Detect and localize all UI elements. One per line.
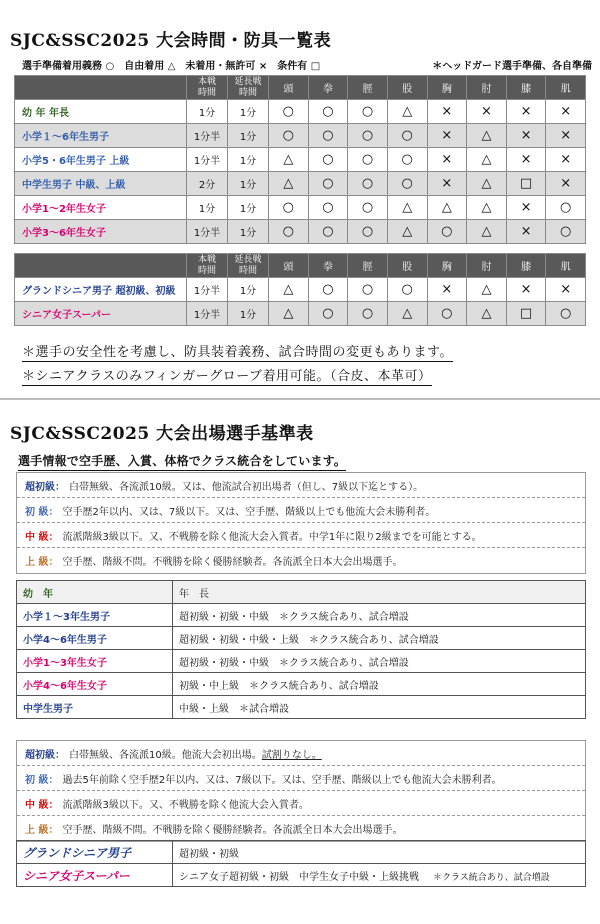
section-divider — [0, 398, 600, 400]
main-match-time: 1分半 — [187, 278, 228, 302]
gear-requirement: × — [546, 124, 586, 148]
extension-time: 1分 — [228, 220, 269, 244]
class-name: 小学4～6年生男子 — [17, 627, 173, 650]
column-header: 肌 — [546, 254, 586, 278]
level-definition — [17, 473, 585, 498]
main-match-time: 2分 — [187, 172, 228, 196]
division-row — [15, 148, 586, 172]
armor-table-main — [14, 75, 586, 244]
division-name: 小学5・6年生男子 上級 — [15, 148, 187, 172]
gear-requirement: × — [506, 220, 546, 244]
class-name: 小学1～3年生女子 — [17, 650, 173, 673]
gear-requirement: × — [546, 100, 586, 124]
division-row — [15, 220, 586, 244]
gear-requirement: × — [546, 148, 586, 172]
class-levels: 初級・中上級 ＊クラス統合あり、試合増設 — [173, 673, 586, 696]
column-header: 延長戦 時間 — [228, 76, 269, 100]
gear-requirement: × — [427, 100, 467, 124]
extension-time: 1分 — [228, 148, 269, 172]
main-match-time: 1分半 — [187, 148, 228, 172]
gear-requirement: ○ — [387, 278, 427, 302]
class-name: 中学生男子 — [17, 696, 173, 719]
gear-requirement: ○ — [348, 172, 388, 196]
criteria-table-title: SJC&SSC2025 大会出場選手基準表 — [10, 424, 314, 444]
gear-requirement: □ — [506, 302, 546, 326]
division-row — [15, 172, 586, 196]
gear-requirement: ○ — [308, 196, 348, 220]
armor-table-senior — [14, 253, 586, 326]
level-definition — [17, 523, 585, 548]
gear-requirement: ○ — [387, 148, 427, 172]
column-header: 脛 — [348, 76, 388, 100]
gear-requirement: ○ — [269, 220, 309, 244]
main-match-time: 1分 — [187, 196, 228, 220]
senior-class-name: シニア女子スーパー — [17, 864, 173, 887]
gear-requirement: ○ — [269, 124, 309, 148]
class-levels: 超初級・初級・中級・上級 ＊クラス統合あり、試合増設 — [173, 627, 586, 650]
class-name: 小学4～6年生女子 — [17, 673, 173, 696]
gear-requirement: ○ — [348, 278, 388, 302]
class-row — [17, 673, 586, 696]
column-header: 延長戦 時間 — [228, 254, 269, 278]
gear-requirement: △ — [467, 124, 507, 148]
gear-requirement: △ — [269, 278, 309, 302]
senior-class-row — [17, 864, 586, 887]
legend-symbols: 選手準備着用義務 ○ 自由着用 △ 未着用・無許可 × 条件有 □ — [22, 61, 321, 72]
gear-requirement: △ — [269, 148, 309, 172]
gear-requirement: ○ — [308, 124, 348, 148]
gear-requirement: △ — [467, 220, 507, 244]
column-header: 頭 — [269, 76, 309, 100]
division-name: 中学生男子 中級、上級 — [15, 172, 187, 196]
division-name: 小学１～6年生男子 — [15, 124, 187, 148]
level-description: 白帯無級、各流派10級。又は、他流試合初出場者（但し、7級以下迄とする）。 — [69, 481, 424, 493]
armor-table-header — [15, 76, 586, 100]
division-name: 小学1～2年生女子 — [15, 196, 187, 220]
class-name: 幼 年 — [17, 581, 173, 604]
class-row — [17, 604, 586, 627]
gear-requirement: △ — [387, 196, 427, 220]
level-description: 空手歴、階級不問。不戦勝を除く優勝経験者。各流派全日本大会出場選手。 — [62, 825, 403, 836]
senior-class-note: ＊クラス統合あり、試合増設 — [433, 872, 550, 883]
gear-requirement: × — [427, 172, 467, 196]
level-definition — [17, 766, 585, 791]
column-header: 拳 — [308, 76, 348, 100]
division-row — [15, 278, 586, 302]
level-definition — [17, 816, 585, 841]
gear-requirement: ○ — [546, 196, 586, 220]
gear-requirement: × — [506, 196, 546, 220]
gear-requirement: △ — [467, 148, 507, 172]
gear-requirement: ○ — [308, 148, 348, 172]
senior-class-desc: 超初級・初級 — [179, 848, 239, 860]
gear-requirement: × — [467, 100, 507, 124]
gear-requirement: ○ — [546, 302, 586, 326]
gear-requirement: × — [506, 124, 546, 148]
column-header: 肌 — [546, 76, 586, 100]
main-match-time: 1分半 — [187, 302, 228, 326]
division-row — [15, 100, 586, 124]
gear-requirement: × — [546, 278, 586, 302]
gear-requirement: × — [427, 148, 467, 172]
level-label: 超初級： — [25, 749, 65, 761]
gear-requirement: □ — [506, 172, 546, 196]
extension-time: 1分 — [228, 172, 269, 196]
gear-requirement: ○ — [348, 196, 388, 220]
level-label: 上 級： — [25, 825, 59, 836]
column-header: 肘 — [467, 76, 507, 100]
gear-requirement: ○ — [546, 220, 586, 244]
gear-requirement: ○ — [427, 220, 467, 244]
criteria-intro: 選手情報で空手歴、入賞、体格でクラス統合をしています。 — [18, 452, 346, 471]
gear-requirement: × — [506, 278, 546, 302]
division-name: 小学3～6年生女子 — [15, 220, 187, 244]
gear-requirement: ○ — [308, 302, 348, 326]
extension-time: 1分 — [228, 196, 269, 220]
level-label: 上 級： — [25, 557, 59, 568]
class-table-junior — [16, 580, 586, 719]
column-header: 膝 — [506, 76, 546, 100]
level-label: 中 級： — [25, 799, 59, 811]
main-match-time: 1分半 — [187, 220, 228, 244]
column-header: 股 — [387, 254, 427, 278]
gear-requirement: △ — [387, 100, 427, 124]
division-name: グランドシニア男子 超初級、初級 — [15, 278, 187, 302]
header-blank — [15, 76, 187, 100]
class-levels: 超初級・初級・中級 ＊クラス統合あり、試合増設 — [173, 650, 586, 673]
gear-requirement: ○ — [269, 196, 309, 220]
class-name: 小学１～3年生男子 — [17, 604, 173, 627]
division-row — [15, 196, 586, 220]
level-definition — [17, 548, 585, 573]
gear-requirement: ○ — [308, 172, 348, 196]
column-header: 本戦 時間 — [187, 254, 228, 278]
gear-requirement: ○ — [308, 278, 348, 302]
gear-requirement: ○ — [387, 172, 427, 196]
main-match-time: 1分半 — [187, 124, 228, 148]
level-definition — [17, 791, 585, 816]
extension-time: 1分 — [228, 302, 269, 326]
column-header: 胸 — [427, 76, 467, 100]
legend-headgear-note: ＊ヘッドガード選手準備、各自準備 — [432, 61, 592, 72]
column-header: 肘 — [467, 254, 507, 278]
extension-time: 1分 — [228, 100, 269, 124]
column-header: 拳 — [308, 254, 348, 278]
gear-requirement: △ — [467, 278, 507, 302]
level-label: 中 級： — [25, 531, 59, 543]
gear-requirement: ○ — [269, 100, 309, 124]
armor-table-title: SJC&SSC2025 大会時間・防具一覧表 — [10, 31, 332, 51]
class-levels: 超初級・初級・中級 ＊クラス統合あり、試合増設 — [173, 604, 586, 627]
senior-class-name: グランドシニア男子 — [17, 841, 173, 864]
level-description: 空手歴2年以内、又は、7級以下。又は、空手歴、階級以上でも他流大会未勝利者。 — [62, 506, 436, 518]
column-header: 脛 — [348, 254, 388, 278]
main-match-time: 1分 — [187, 100, 228, 124]
gear-requirement: △ — [387, 220, 427, 244]
gear-requirement: ○ — [348, 100, 388, 124]
level-label: 初 級： — [25, 506, 59, 518]
class-row — [17, 581, 586, 604]
gear-requirement: × — [506, 148, 546, 172]
legend — [22, 57, 592, 72]
class-row — [17, 627, 586, 650]
gear-requirement: ○ — [308, 220, 348, 244]
senior-class-levels — [173, 841, 586, 864]
level-description: 白帯無級、各流派10級。他流大会初出場。 — [69, 749, 262, 761]
senior-class-levels — [173, 864, 586, 887]
division-name: 幼 年 年長 — [15, 100, 187, 124]
gear-requirement: ○ — [387, 124, 427, 148]
level-label: 超初級： — [25, 481, 65, 493]
gear-requirement: ○ — [348, 148, 388, 172]
senior-class-desc: シニア女子超初級・初級 中学生女子中級・上級挑戦 — [179, 871, 419, 883]
column-header: 本戦 時間 — [187, 76, 228, 100]
gear-requirement: △ — [427, 196, 467, 220]
extension-time: 1分 — [228, 278, 269, 302]
senior-class-row — [17, 841, 586, 864]
gear-requirement: ○ — [348, 220, 388, 244]
gear-requirement: ○ — [427, 302, 467, 326]
class-row — [17, 650, 586, 673]
division-row — [15, 302, 586, 326]
level-label: 初 級： — [25, 774, 59, 786]
class-levels: 年 長 — [173, 581, 586, 604]
gear-requirement: △ — [269, 302, 309, 326]
class-levels: 中級・上級 ＊試合増設 — [173, 696, 586, 719]
column-header: 頭 — [269, 254, 309, 278]
level-description: 空手歴、階級不問。不戦勝を除く優勝経験者。各流派全日本大会出場選手。 — [62, 557, 403, 568]
level-extra-note: 試割りなし。 — [261, 749, 322, 761]
gear-requirement: △ — [467, 172, 507, 196]
gear-requirement: × — [427, 124, 467, 148]
class-table-senior — [16, 840, 586, 887]
gear-requirement: △ — [387, 302, 427, 326]
gear-requirement: × — [546, 172, 586, 196]
column-header: 胸 — [427, 254, 467, 278]
gear-requirement: △ — [467, 302, 507, 326]
gear-requirement: ○ — [348, 124, 388, 148]
gear-requirement: × — [506, 100, 546, 124]
gear-requirement: ○ — [308, 100, 348, 124]
gear-requirement: × — [427, 278, 467, 302]
division-row — [15, 124, 586, 148]
level-description: 流派階級3級以下。又、不戦勝を除く他流大会入賞者。中学1年に限り2級までを可能とする。 — [62, 531, 482, 543]
level-definition — [17, 498, 585, 523]
level-description: 流派階級3級以下。又、不戦勝を除く他流大会入賞者。 — [62, 799, 309, 811]
gear-requirement: ○ — [348, 302, 388, 326]
column-header: 股 — [387, 76, 427, 100]
gear-requirement: △ — [269, 172, 309, 196]
header-blank — [15, 254, 187, 278]
level-description: 過去5年前除く空手歴2年以内、又は、7級以下。又は、空手歴、階級以上でも他流大会未勝利者。 — [62, 774, 502, 786]
level-definitions-senior — [16, 740, 586, 842]
safety-note: ＊選手の安全性を考慮し、防具装着義務、試合時間の変更もあります。 — [22, 341, 453, 362]
extension-time: 1分 — [228, 124, 269, 148]
glove-note: ＊シニアクラスのみフィンガーグローブ着用可能。（合皮、本革可） — [22, 365, 432, 386]
division-name: シニア女子スーパー — [15, 302, 187, 326]
class-row — [17, 696, 586, 719]
column-header: 膝 — [506, 254, 546, 278]
armor-table-header — [15, 254, 586, 278]
gear-requirement: △ — [467, 196, 507, 220]
level-definition — [17, 741, 585, 766]
level-definitions-junior — [16, 472, 586, 574]
